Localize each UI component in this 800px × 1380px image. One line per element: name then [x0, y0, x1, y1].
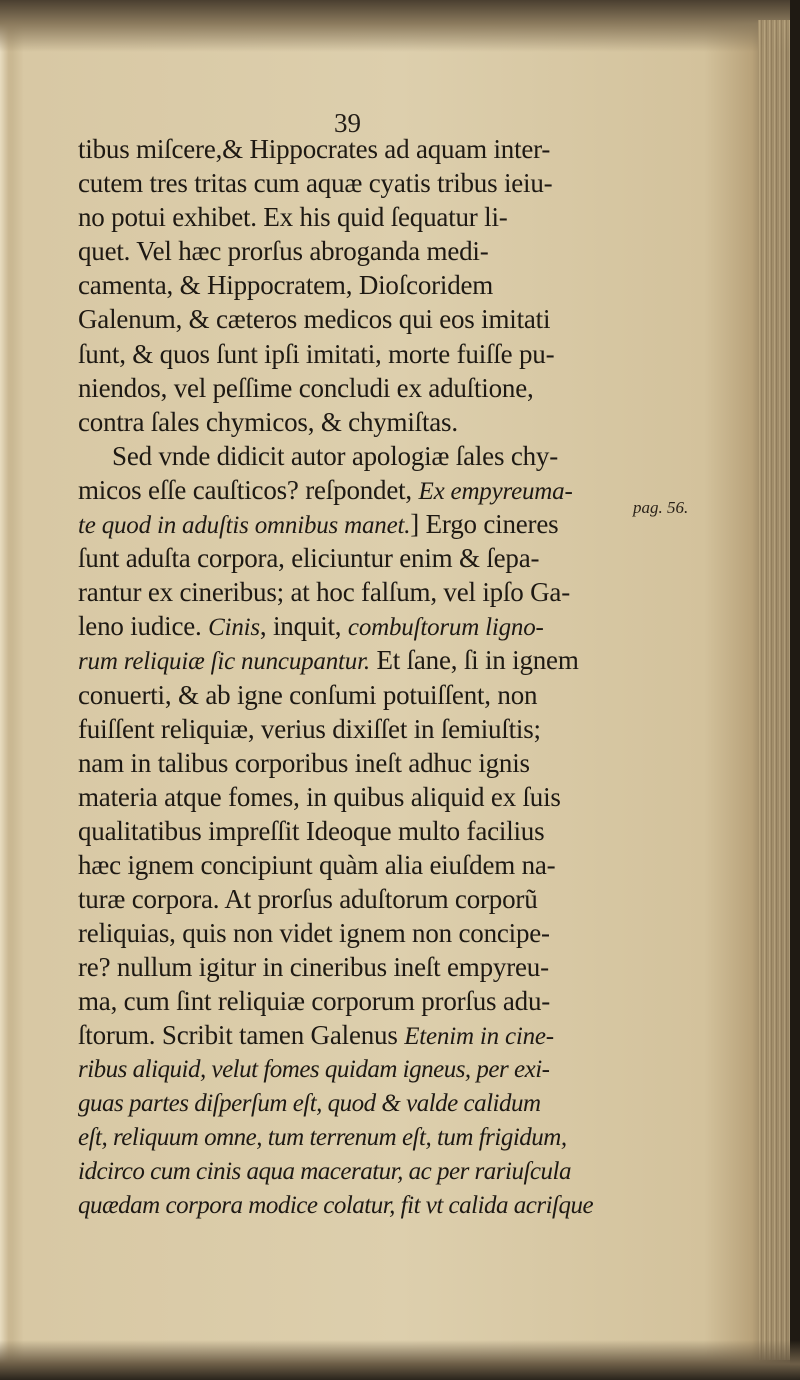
- text-line: [78, 780, 626, 814]
- italic-run: te quod in aduſtis omnibus manet.: [78, 512, 411, 540]
- text-run: materia atque fomes, in quibus aliquid ex ſuis: [78, 781, 561, 812]
- text-line: [78, 1189, 626, 1223]
- binding-shadow: [790, 0, 800, 1380]
- text-run: nam in talibus corporibus ineſt adhuc ignis: [78, 747, 530, 778]
- text-line: [78, 848, 626, 882]
- text-run: camenta, & Hippocratem, Dioſcoridem: [78, 270, 494, 301]
- text-line: [78, 371, 626, 405]
- text-line: [78, 541, 626, 575]
- text-line: [78, 1155, 626, 1189]
- text-line: [78, 1018, 626, 1052]
- text-run: conuerti, & ab igne conſumi potuiſſent, non: [78, 679, 538, 710]
- text-run: cutem tres tritas cum aquæ cyatis tribus ieiu-: [78, 168, 553, 199]
- text-line: [78, 473, 626, 507]
- text-line: [78, 507, 626, 541]
- italic-run: combuſtorum ligno-: [347, 614, 544, 642]
- text-line: [78, 984, 626, 1018]
- text-line: [78, 882, 626, 916]
- text-line: [78, 268, 626, 302]
- text-run: ma, cum ſint reliquiæ corporum prorſus adu-: [78, 986, 551, 1017]
- margin-note: pag. 56.: [633, 498, 689, 517]
- text-run: contra ſales chymicos, & chymiſtas.: [78, 406, 458, 437]
- text-run: Sed vnde didicit autor apologiæ ſales chy-: [112, 440, 558, 471]
- italic-run: Ex empyreuma-: [418, 477, 573, 505]
- text-line: [78, 200, 626, 234]
- text-run: fuiſſent reliquiæ, verius dixiſſet in ſemiuſtis;: [78, 713, 541, 744]
- text-run: ſunt, & quos ſunt ipſi imitati, morte fuiſſe pu-: [78, 338, 555, 369]
- text-line: [78, 132, 626, 166]
- text-line: [78, 1121, 626, 1155]
- text-run: reliquias, quis non videt ignem non concipe-: [78, 918, 550, 949]
- text-run: niendos, vel peſſime concludi ex aduſtione,: [78, 372, 534, 403]
- italic-run: Etenim in cine-: [404, 1023, 554, 1051]
- text-line: [78, 405, 626, 439]
- text-run: Galenum, & cæteros medicos qui eos imitati: [78, 304, 551, 335]
- text-line: [78, 609, 626, 643]
- text-run: turæ corpora. At prorſus aduſtorum corporũ: [78, 884, 538, 915]
- italic-run: Cinis: [208, 614, 260, 642]
- text-run: ſtorum. Scribit tamen Galenus: [78, 1020, 405, 1051]
- text-run: tibus miſcere,& Hippocrates ad aquam inter-: [78, 134, 551, 164]
- top-shadow: [0, 0, 800, 52]
- text-line: [78, 337, 626, 371]
- page-number: 39: [334, 108, 361, 138]
- text-line: [78, 1087, 626, 1121]
- text-run: quet. Vel hæc prorſus abroganda medi-: [78, 236, 489, 267]
- italic-run: rum reliquiæ ſic nuncupantur.: [78, 648, 370, 676]
- text-run: Et ſane, ſi in ignem: [369, 645, 579, 676]
- text-line: [78, 916, 626, 950]
- text-line: [78, 439, 626, 473]
- italic-run: quædam corpora modice colatur, fit vt calida acriſque: [78, 1191, 594, 1219]
- text-line: [78, 234, 626, 268]
- text-line: [78, 643, 626, 677]
- text-line: [78, 814, 626, 848]
- italic-run: guas partes diſperſum eſt, quod & valde calidum: [78, 1089, 541, 1117]
- text-run: qualitatibus impreſſit Ideoque multo facilius: [78, 815, 545, 846]
- text-run: , inquit,: [259, 611, 348, 642]
- page-left-edge: [0, 0, 14, 1380]
- italic-run: idcirco cum cinis aqua maceratur, ac per rariuſcula: [78, 1157, 571, 1185]
- text-run: rantur ex cineribus; at hoc falſum, vel ipſo Ga-: [78, 577, 570, 608]
- text-line: [78, 712, 626, 746]
- text-run: no potui exhibet. Ex his quid ſequatur li-: [78, 202, 508, 233]
- text-line: [78, 1053, 626, 1087]
- text-run: leno iudice.: [78, 611, 209, 642]
- text-run: ] Ergo cineres: [410, 509, 559, 540]
- text-line: [78, 678, 626, 712]
- text-run: re? nullum igitur in cineribus ineſt empyreu-: [78, 952, 549, 983]
- text-line: [78, 950, 626, 984]
- text-run: micos eſſe cauſticos? reſpondet,: [78, 474, 419, 505]
- text-line: [78, 166, 626, 200]
- text-line: [78, 575, 626, 609]
- bottom-shadow: [0, 1340, 800, 1380]
- text-run: ſunt aduſta corpora, eliciuntur enim & ſepa-: [78, 543, 540, 574]
- body-text: [78, 132, 626, 1223]
- italic-run: eſt, reliquum omne, tum terrenum eſt, tum frigidum,: [78, 1123, 567, 1151]
- text-line: [78, 746, 626, 780]
- italic-run: ribus aliquid, velut fomes quidam igneus, per exi-: [78, 1055, 550, 1083]
- text-line: [78, 302, 626, 336]
- text-run: hæc ignem concipiunt quàm alia eiuſdem na-: [78, 849, 556, 880]
